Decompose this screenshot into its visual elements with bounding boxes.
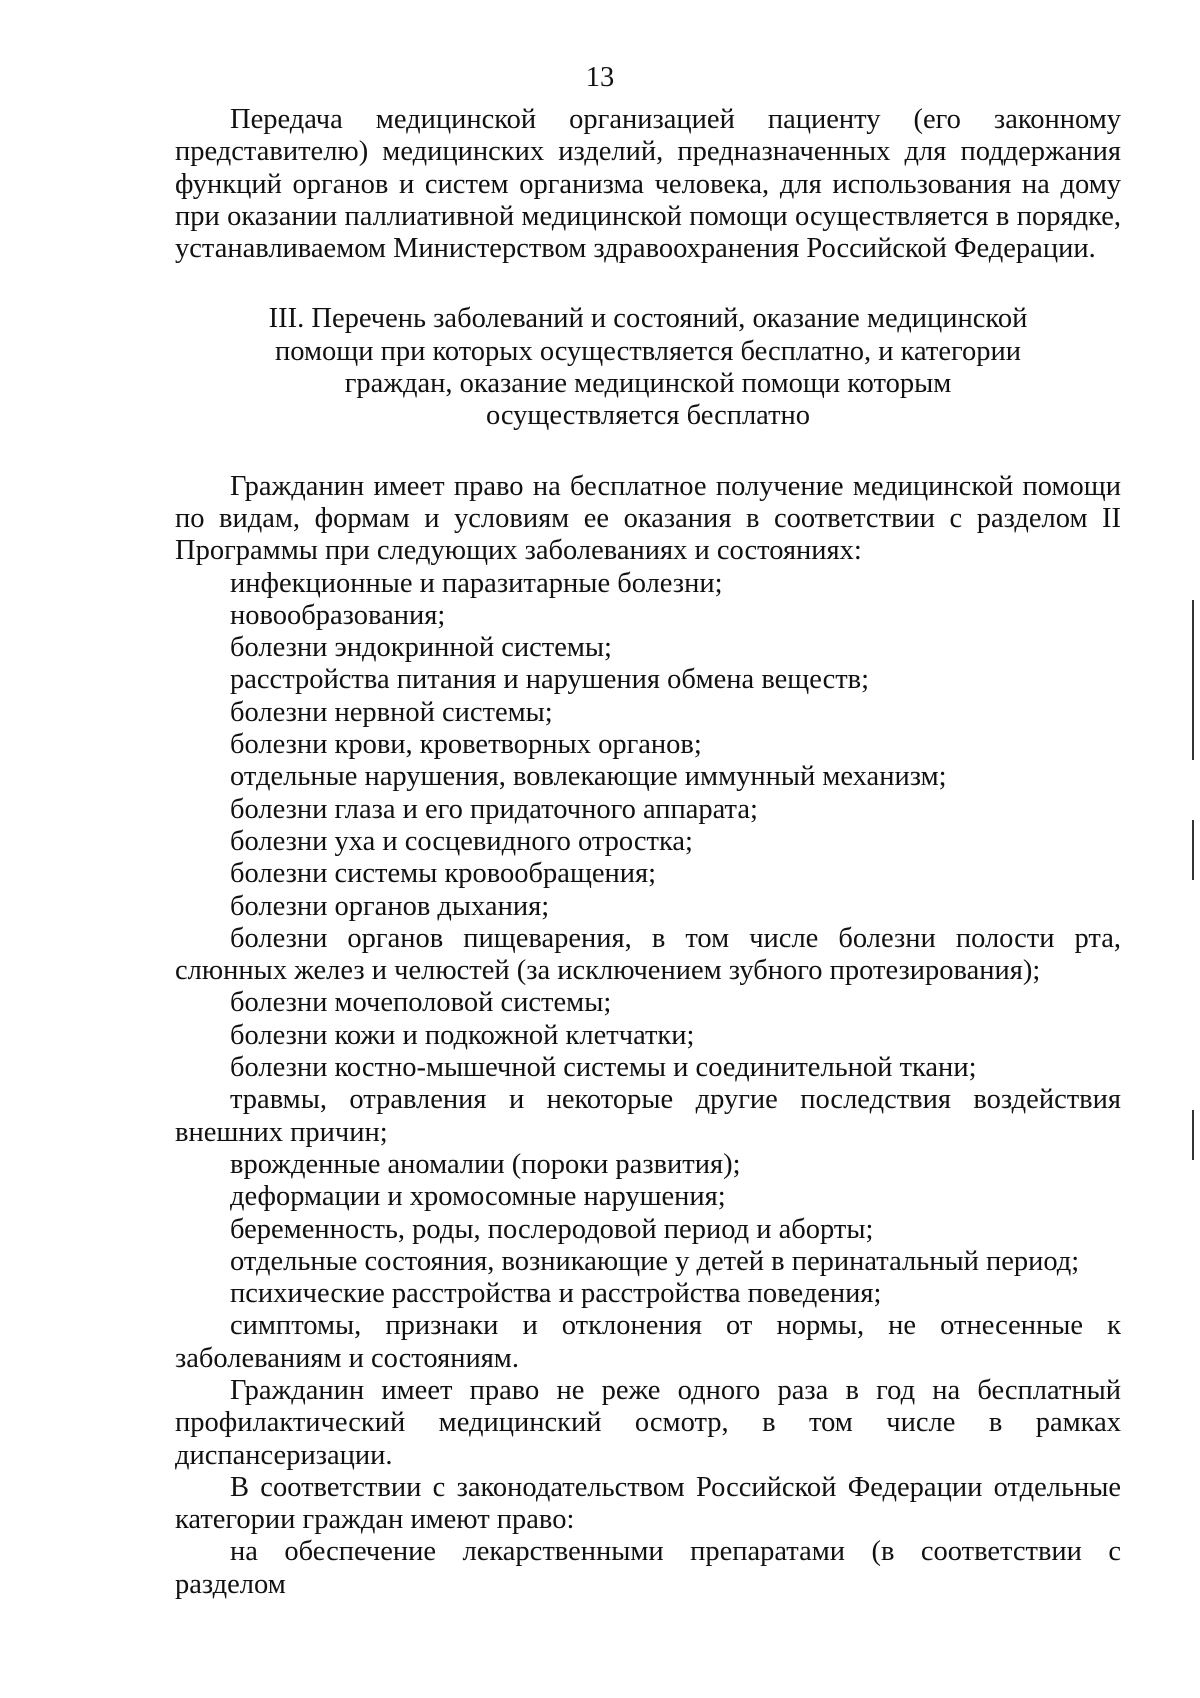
condition-item: отдельные нарушения, вовлекающие иммунный механизм;: [230, 761, 947, 793]
scan-edge-mark: [1192, 600, 1194, 760]
condition-item: психические расстройства и расстройства поведения;: [230, 1278, 882, 1310]
condition-item: симптомы, признаки и отклонения от нормы, не отнесенные к заболеваниям и состояниям.: [175, 1310, 1121, 1374]
document-body: [175, 104, 1121, 1601]
scan-edge-mark: [1192, 820, 1194, 880]
condition-item: инфекционные и паразитарные болезни;: [230, 567, 723, 599]
condition-item: болезни системы кровообращения;: [230, 858, 657, 890]
condition-item: новообразования;: [230, 599, 446, 631]
checkup-paragraph: Гражданин имеет право не реже одного раза в год на бесплатный профилактический медицинский осмотр, в том числе в рамках диспансеризации.: [175, 1374, 1121, 1471]
section-heading-line: граждан, оказание медицинской помощи которым: [344, 368, 952, 400]
categories-paragraph: В соответствии с законодательством Российской Федерации отдельные категории граждан имеют право:: [175, 1471, 1121, 1536]
rights-paragraph: Гражданин имеет право на бесплатное получение медицинской помощи по видам, формам и условиям ее оказания в соответствии с разделом II Программы при следующих заболеваниях и состояниях:: [175, 470, 1121, 567]
section-heading-line: помощи при которых осуществляется бесплатно, и категории: [275, 335, 1021, 367]
condition-item: болезни крови, кроветворных органов;: [230, 729, 702, 761]
section-heading: [175, 303, 1121, 432]
condition-item: болезни уха и сосцевидного отростка;: [230, 825, 693, 857]
condition-item: болезни кожи и подкожной клетчатки;: [230, 1019, 695, 1051]
condition-item: болезни костно-мышечной системы и соединительной ткани;: [230, 1052, 977, 1084]
condition-item: врожденные аномалии (пороки развития);: [230, 1148, 741, 1180]
page-number: 13: [585, 62, 615, 93]
section-heading-line: осуществляется бесплатно: [485, 400, 811, 432]
continuation-line: на обеспечение лекарственными препаратами (в соответствии с разделом: [175, 1536, 1121, 1600]
scan-edge-mark: [1192, 1110, 1194, 1160]
condition-item: болезни эндокринной системы;: [230, 632, 612, 664]
condition-item: отдельные состояния, возникающие у детей в перинатальный период;: [230, 1245, 1080, 1277]
condition-item: беременность, роды, послеродовой период и аборты;: [230, 1213, 874, 1245]
intro-paragraph: Передача медицинской организацией пациенту (его законному представителю) медицинских изделий, предназначенных для поддержания функций органов и систем организма человека, для использования на дому при оказании паллиативной медицинской помощи осуществляется в порядке, устанавливаемом Министерством здравоохранения Российской Федерации.: [175, 104, 1121, 265]
condition-item: деформации и хромосомные нарушения;: [230, 1181, 726, 1213]
condition-item: расстройства питания и нарушения обмена веществ;: [230, 664, 870, 696]
condition-item: болезни органов пищеварения, в том числе болезни полости рта, слюнных желез и челюстей (за исключением зубного протезирования);: [175, 922, 1121, 987]
condition-item: болезни мочеполовой системы;: [230, 987, 612, 1019]
condition-item: болезни глаза и его придаточного аппарата;: [230, 793, 758, 825]
section-heading-line: III. Перечень заболеваний и состояний, оказание медицинской: [268, 303, 1028, 335]
condition-item: травмы, отравления и некоторые другие последствия воздействия внешних причин;: [175, 1084, 1121, 1148]
condition-item: болезни нервной системы;: [230, 696, 553, 728]
condition-item: болезни органов дыхания;: [230, 890, 550, 922]
conditions-list: [175, 568, 1121, 1375]
